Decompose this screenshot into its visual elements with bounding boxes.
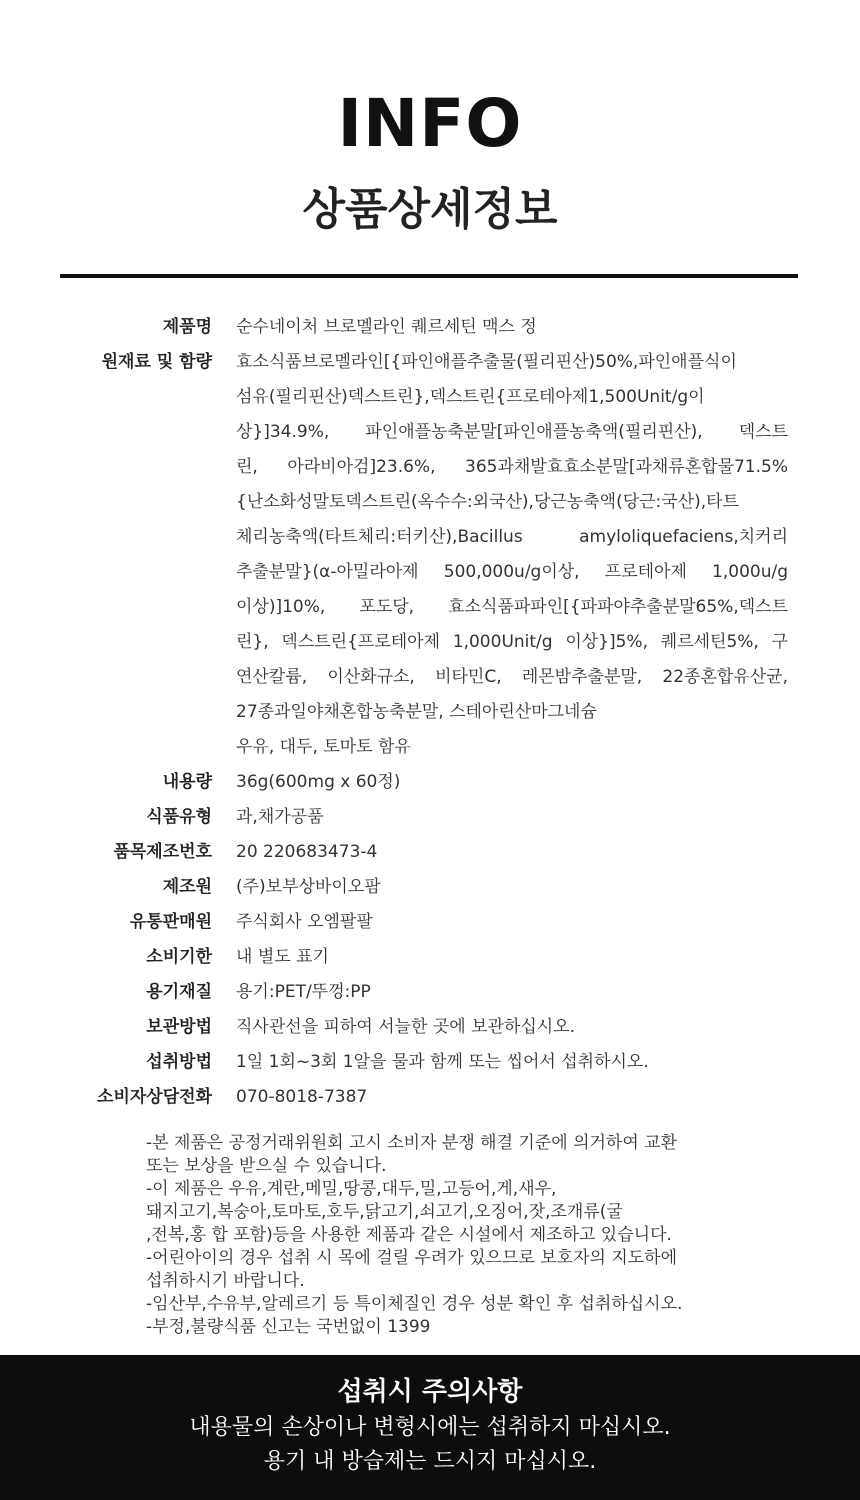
info-value-line: 1일 1회~3회 1알을 물과 함께 또는 씹어서 섭취하시오. (236, 1052, 649, 1072)
notice-line: 돼지고기,복숭아,토마토,호두,닭고기,쇠고기,오징어,잣,조개류(굴 (146, 1202, 623, 1222)
info-row (0, 835, 860, 870)
info-value-line: 36g(600mg x 60정) (236, 772, 401, 792)
info-value-line: (주)보부상바이오팜 (236, 877, 381, 897)
info-row (0, 940, 860, 975)
info-value-line: 연산칼륨, 이산화규소, 비타민C, 레몬밤추출분말, 22종혼합유산균, (236, 667, 788, 687)
info-value-line: 우유, 대두, 토마토 함유 (236, 737, 411, 757)
info-label: 소비기한 (146, 947, 212, 967)
info-row (0, 1080, 860, 1115)
info-label: 용기재질 (146, 982, 212, 1002)
info-value (236, 1010, 788, 1045)
info-value (236, 835, 788, 870)
info-value-line: 직사관선을 피하여 서늘한 곳에 보관하십시오. (236, 1017, 576, 1037)
info-row (0, 870, 860, 905)
page-subtitle: 상품상세정보 (302, 184, 558, 235)
info-label: 보관방법 (146, 1017, 212, 1037)
notice-line: ,전복,홍 합 포함)등을 사용한 제품과 같은 시설에서 제조하고 있습니다. (146, 1225, 672, 1245)
info-value (236, 870, 788, 905)
notice-line: 또는 보상을 받으실 수 있습니다. (146, 1156, 387, 1176)
info-label: 제품명 (162, 317, 212, 337)
info-value-line: 이상)]10%, 포도당, 효소식품파파인[{파파야추출분말65%,덱스트 (236, 597, 788, 617)
product-info-table (0, 310, 860, 1115)
info-value-line: 과,채가공품 (236, 807, 324, 827)
info-value-line: 상}]34.9%, 파인애플농축분말[파인애플농축액(필리핀산), 덱스트 (236, 422, 788, 442)
info-value (236, 765, 788, 800)
info-value (236, 975, 788, 1010)
info-value (236, 1080, 788, 1115)
info-value-line: 린}, 덱스트린{프로테아제 1,000Unit/g 이상}]5%, 퀘르세틴5%, 구 (236, 632, 788, 652)
info-value-line: 070-8018-7387 (236, 1087, 368, 1107)
info-row (0, 905, 860, 940)
notice-line: 섭취하시기 바랍니다. (146, 1271, 305, 1291)
info-row (0, 800, 860, 835)
info-label: 식품유형 (146, 807, 212, 827)
notice-line: -본 제품은 공정거래위원회 고시 소비자 분쟁 해결 기준에 의거하여 교환 (146, 1133, 678, 1153)
info-row (0, 310, 860, 345)
info-label: 내용량 (162, 772, 212, 792)
info-row (0, 345, 860, 765)
notice-line: -부정,불량식품 신고는 국번없이 1399 (146, 1317, 431, 1337)
info-value (236, 905, 788, 940)
info-label: 원재료 및 함량 (101, 352, 212, 372)
info-value-line: 린, 아라비아검]23.6%, 365과채발효효소분말[과채류혼합물71.5% (236, 457, 788, 477)
info-row (0, 765, 860, 800)
consumer-notice (146, 1132, 766, 1339)
info-label: 품목제조번호 (113, 842, 212, 862)
info-value-line: 27종과일야채혼합농축분말, 스테아린산마그네슘 (236, 702, 597, 722)
info-label: 제조원 (162, 877, 212, 897)
warning-line-2: 용기 내 방습제는 드시지 마십시오. (263, 1449, 597, 1474)
info-value (236, 345, 788, 765)
info-value (236, 800, 788, 835)
info-row (0, 975, 860, 1010)
info-value-line: 내 별도 표기 (236, 947, 329, 967)
info-value (236, 310, 788, 345)
warning-title: 섭취시 주의사항 (337, 1377, 523, 1407)
info-value-line: 용기:PET/뚜껑:PP (236, 982, 371, 1002)
warning-banner (0, 1355, 860, 1500)
info-value-line: 20 220683473-4 (236, 842, 378, 862)
info-value-line: 순수네이처 브로멜라인 퀘르세틴 맥스 정 (236, 317, 537, 337)
warning-line-1: 내용물의 손상이나 변형시에는 섭취하지 마십시오. (189, 1415, 671, 1440)
info-label: 섭취방법 (146, 1052, 212, 1072)
info-value-line: 추출분말}(α-아밀라아제 500,000u/g이상, 프로테아제 1,000u/g (236, 562, 788, 582)
info-label: 소비자상담전화 (97, 1087, 212, 1107)
info-row (0, 1045, 860, 1080)
info-value-line: 체리농축액(타트체리:터키산),Bacillus amyloliquefaciens,치커리 (236, 527, 788, 547)
header-divider (60, 274, 798, 278)
page-title: INFO (337, 85, 523, 162)
info-value (236, 1045, 788, 1080)
notice-line: -임산부,수유부,알레르기 등 특이체질인 경우 성분 확인 후 섭취하십시오. (146, 1294, 683, 1314)
info-row (0, 1010, 860, 1045)
notice-line: -이 제품은 우유,계란,메밀,땅콩,대두,밀,고등어,게,새우, (146, 1179, 557, 1199)
info-value-line: 효소식품브로멜라인[{파인애플추출물(필리핀산)50%,파인애플식이 (236, 352, 737, 372)
info-value-line: 주식회사 오엠팔팔 (236, 912, 373, 932)
info-label: 유통판매원 (129, 912, 212, 932)
info-value-line: {난소화성말토덱스트린(옥수수:외국산),당근농축액(당근:국산),타트 (236, 492, 740, 512)
notice-line: -어린아이의 경우 섭취 시 목에 걸릴 우려가 있으므로 보호자의 지도하에 (146, 1248, 678, 1268)
info-value (236, 940, 788, 975)
info-value-line: 섬유(필리핀산)덱스트린},덱스트린{프로테아제1,500Unit/g이 (236, 387, 705, 407)
